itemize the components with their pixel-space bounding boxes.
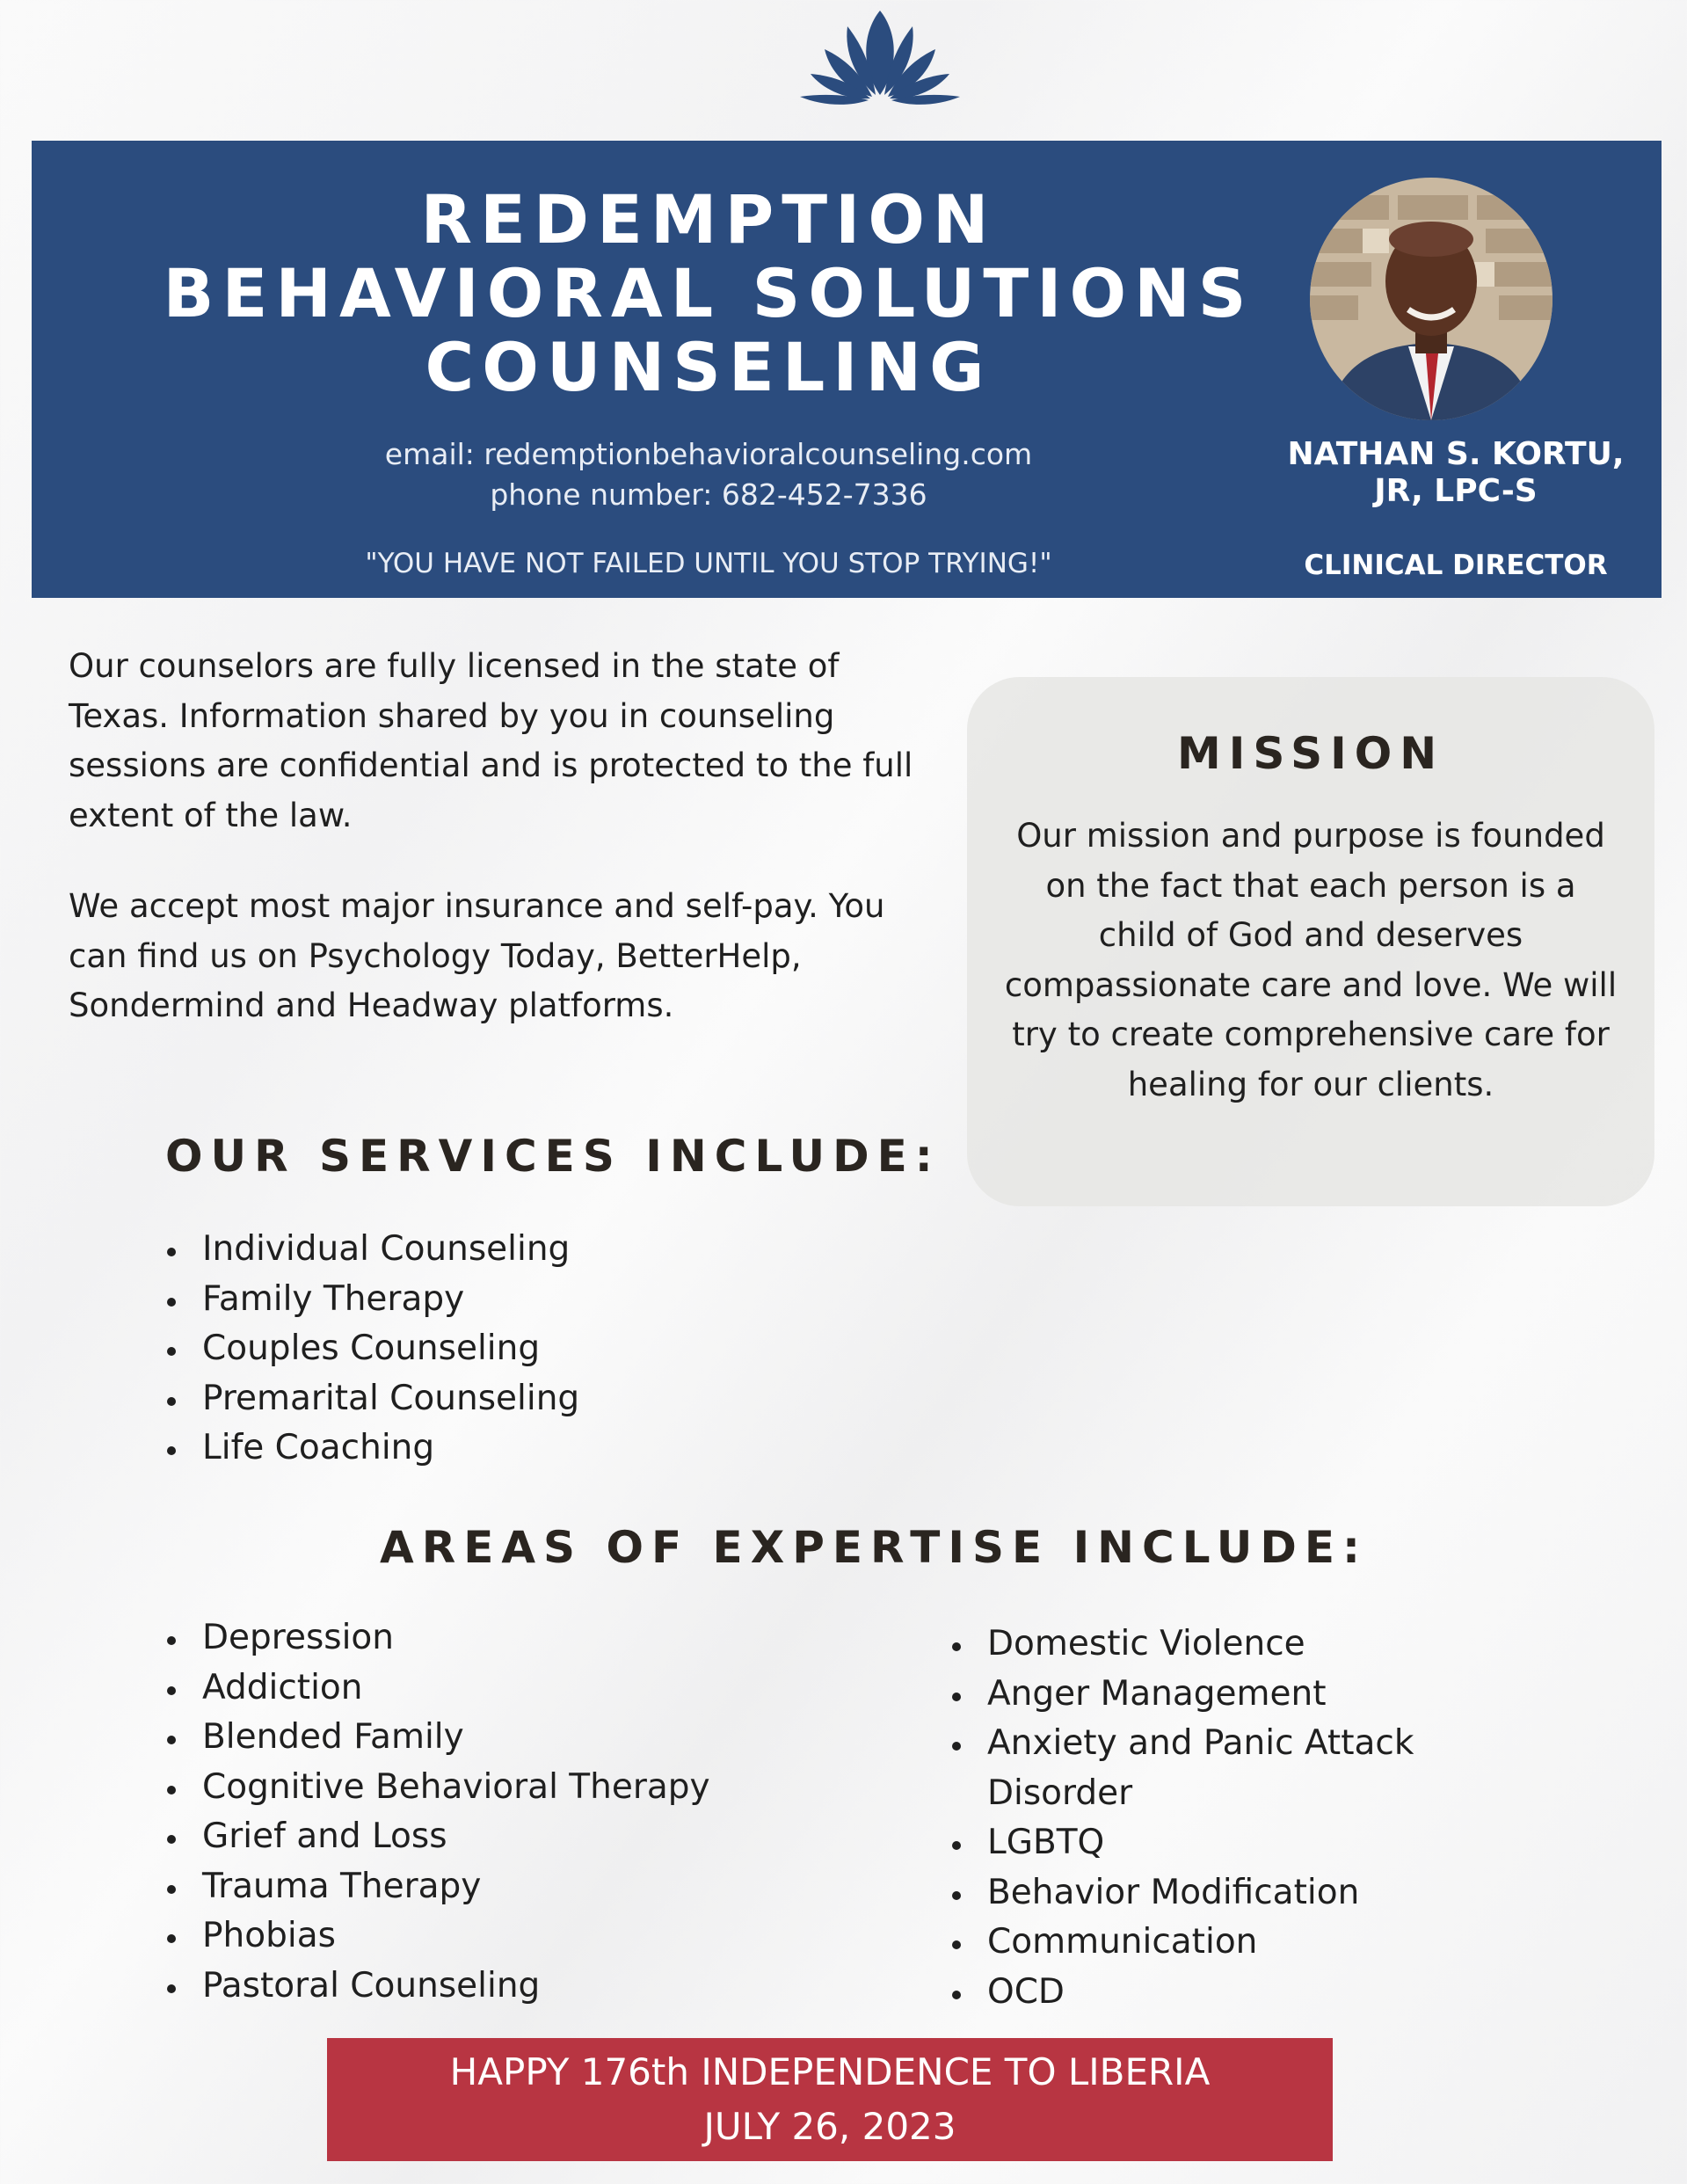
- motto-quote: "YOU HAVE NOT FAILED UNTIL YOU STOP TRYING!": [365, 548, 1052, 579]
- list-item: Behavior Modification: [987, 1868, 1480, 1918]
- list-item: OCD: [987, 1968, 1480, 2018]
- phone-text[interactable]: phone number: 682-452-7336: [490, 477, 927, 512]
- list-item: Anxiety and Panic Attack Disorder: [987, 1719, 1480, 1818]
- list-item: LGBTQ: [987, 1818, 1480, 1868]
- director-name: [1210, 436, 1687, 510]
- list-item: Pastoral Counseling: [202, 1962, 710, 2012]
- title-line: REDEMPTION: [420, 180, 997, 258]
- list-item: Anger Management: [987, 1670, 1480, 1720]
- contact-info: [102, 434, 1315, 515]
- list-item: Life Coaching: [202, 1423, 579, 1474]
- list-item: Domestic Violence: [987, 1620, 1480, 1670]
- licensing-paragraph: Our counselors are fully licensed in the state of Texas. Information shared by you in counseling sessions are confidential and is protected to the full extent of the law.: [69, 647, 913, 834]
- list-item: Couples Counseling: [202, 1324, 579, 1374]
- footer-line: HAPPY 176th INDEPENDENCE TO LIBERIA: [449, 2050, 1211, 2093]
- title-line: BEHAVIORAL SOLUTIONS: [163, 254, 1254, 332]
- list-item: Family Therapy: [202, 1275, 579, 1325]
- list-item: Phobias: [202, 1911, 710, 1962]
- list-item: Trauma Therapy: [202, 1862, 710, 1912]
- independence-banner: [327, 2038, 1333, 2161]
- intro-text: [69, 642, 948, 1073]
- services-list: [202, 1225, 579, 1474]
- expertise-heading: AREAS OF EXPERTISE INCLUDE:: [380, 1522, 1369, 1573]
- mission-body: Our mission and purpose is founded on the fact that each person is a child of God and deserves compassionate care and love. We will try to create comprehensive care for healing for our clients.: [1004, 817, 1618, 1103]
- services-heading: OUR SERVICES INCLUDE:: [165, 1131, 941, 1182]
- director-photo: [1310, 178, 1552, 420]
- list-item: Individual Counseling: [202, 1225, 579, 1275]
- list-item: Grief and Loss: [202, 1812, 710, 1862]
- insurance-paragraph: We accept most major insurance and self-pay. You can find us on Psychology Today, BetterHelp, Sondermind and Headway platforms.: [69, 887, 885, 1024]
- email-text[interactable]: email: redemptionbehavioralcounseling.com: [384, 437, 1033, 471]
- director-name-line: JR, LPC-S: [1374, 473, 1538, 509]
- director-title: CLINICAL DIRECTOR: [1304, 550, 1608, 581]
- footer-date: JULY 26, 2023: [703, 2105, 956, 2148]
- list-item: Depression: [202, 1613, 710, 1663]
- expertise-list-left: [202, 1613, 710, 2011]
- lotus-logo-icon: [798, 7, 962, 108]
- title-line: COUNSELING: [425, 328, 993, 406]
- page-title: [102, 180, 1315, 406]
- expertise-list-right: [987, 1620, 1480, 2017]
- list-item: Communication: [987, 1918, 1480, 1968]
- list-item: Blended Family: [202, 1713, 710, 1763]
- header-banner: [32, 141, 1662, 598]
- list-item: Cognitive Behavioral Therapy: [202, 1763, 710, 1813]
- mission-heading: MISSION: [1176, 728, 1445, 779]
- director-name-line: NATHAN S. KORTU,: [1287, 436, 1625, 472]
- list-item: Premarital Counseling: [202, 1374, 579, 1424]
- mission-card: [967, 677, 1654, 1206]
- list-item: Addiction: [202, 1663, 710, 1714]
